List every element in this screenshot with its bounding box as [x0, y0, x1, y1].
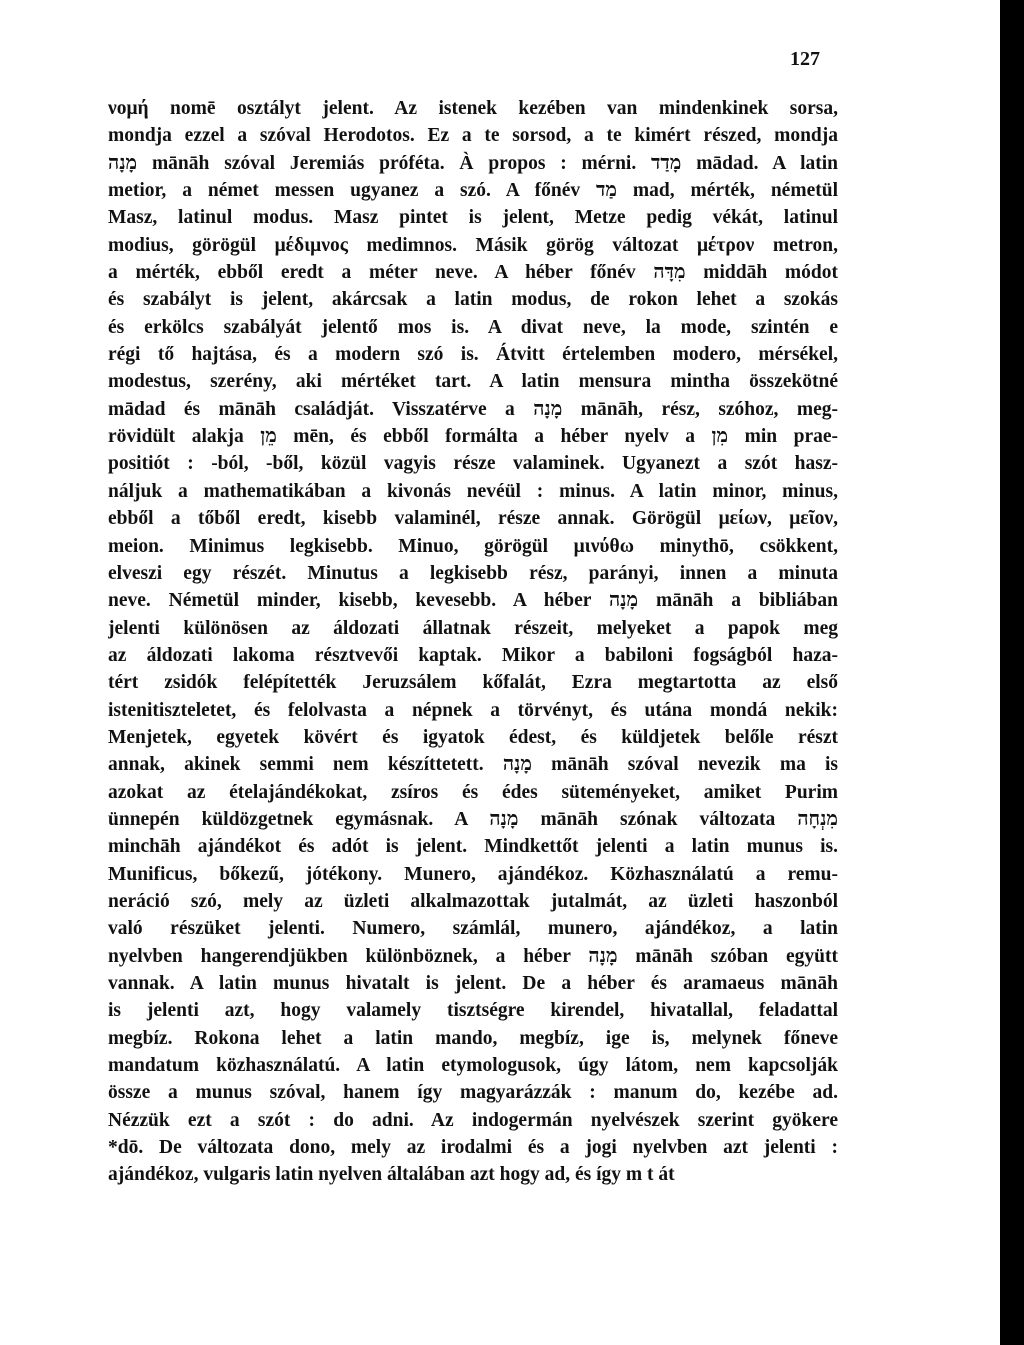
- text-line: jelenti különösen az áldozati állatnak részeit, melyeket a papok meg: [108, 617, 838, 639]
- text-line: és erkölcs szabályát jelentő mos is. A divat neve, la mode, szintén e: [108, 316, 838, 338]
- text-line: és szabályt is jelent, akárcsak a latin modus, de rokon lehet a szokás: [108, 289, 838, 311]
- text-line: modestus, szerény, aki mértéket tart. A latin mensura mintha összekötné: [108, 371, 838, 393]
- text-line: Nézzük ezt a szót : do adni. Az indogermán nyelvészek szerint gyökere: [108, 1109, 838, 1131]
- text-line: ajándékoz, vulgaris latin nyelven általában azt hogy ad, és így m t át: [108, 1164, 675, 1186]
- text-line: mandatum közhasználatú. A latin etymologusok, úgy látom, nem kapcsolják: [108, 1055, 838, 1077]
- body-text: [108, 95, 838, 1189]
- text-line: azokat az ételajándékokat, zsíros és édes süteményeket, amiket Purim: [108, 781, 838, 803]
- page-number: 127: [790, 48, 820, 70]
- text-line: vannak. A latin munus hivatalt is jelent. De a héber és aramaeus mānāh: [108, 973, 838, 994]
- text-line: régi tő hajtása, és a modern szó is. Átvitt értelemben modero, mérsékel,: [108, 344, 838, 366]
- text-line: positiót : -ból, -ből, közül vagyis része valaminek. Ugyanezt a szót hasz-: [108, 453, 838, 475]
- text-line: elveszi egy részét. Minutus a legkisebb rész, parányi, innen a minuta: [108, 562, 838, 584]
- text-line: istenitiszteletet, és felolvasta a népnek a törvényt, és utána mondá nekik:: [108, 699, 838, 721]
- text-line: is jelenti azt, hogy valamely tisztségre kirendel, hivatallal, feladattal: [108, 1000, 838, 1022]
- text-line: megbíz. Rokona lehet a latin mando, megbíz, ige is, melynek főneve: [108, 1027, 838, 1049]
- text-line: מָנָה mānāh szóval Jeremiás próféta. À propos : mérni. מָדַד mādad. A latin: [108, 152, 838, 174]
- text-line: a mérték, ebből eredt a méter neve. A héber főnév מִדָּה middāh módot: [108, 262, 838, 284]
- text-line: minchāh ajándékot és adót is jelent. Mindkettőt jelenti a latin munus is.: [108, 836, 838, 858]
- text-line: mādad és mānāh családját. Visszatérve a מָנָה mānāh, rész, szóhoz, meg-: [108, 398, 838, 420]
- text-line: *dō. De változata dono, mely az irodalmi és a jogi nyelvben azt jelenti :: [108, 1137, 838, 1159]
- text-line: rövidült alakja מֵן mēn, és ebből formálta a héber nyelv a מִן min prae-: [108, 426, 838, 448]
- text-line: Menjetek, egyetek kövért és igyatok édest, és küldjetek belőle részt: [108, 726, 838, 748]
- text-line: náljuk a mathematikában a kivonás nevéül : minus. A latin minor, minus,: [108, 480, 838, 502]
- text-line: annak, akinek semmi nem készíttetett. מָנָה mānāh szóval nevezik ma is: [108, 754, 838, 776]
- text-line: ebből a tőből eredt, kisebb valaminél, része annak. Görögül μείων, μεῖον,: [108, 508, 838, 530]
- text-line: nyelvben hangerendjükben különböznek, a héber מָנָה mānāh szóban együtt: [108, 945, 838, 967]
- text-line: mondja ezzel a szóval Herodotos. Ez a te sorsod, a te kimért részed, mondja: [108, 125, 838, 147]
- text-line: νομή nomē osztályt jelent. Az istenek kezében van mindenkinek sorsa,: [108, 98, 838, 119]
- text-line: tért zsidók felépítették Jeruzsálem kőfalát, Ezra megtartotta az első: [108, 672, 838, 694]
- text-line: neráció szó, mely az üzleti alkalmazottak jutalmát, az üzleti haszonból: [108, 890, 838, 912]
- text-line: modius, görögül μέδιμνος medimnos. Másik görög változat μέτρον metron,: [108, 234, 838, 256]
- text-line: meion. Minimus legkisebb. Minuo, görögül μινύθω minythō, csökkent,: [108, 535, 838, 557]
- text-line: neve. Németül minder, kisebb, kevesebb. A héber מָנָה mānāh a bibliában: [108, 590, 838, 612]
- text-line: Munificus, bőkezű, jótékony. Munero, ajándékoz. Közhasználatú a remu-: [108, 863, 838, 885]
- text-line: ünnepén küldözgetnek egymásnak. A מָנָה mānāh szónak változata מִנְחָה: [108, 808, 838, 830]
- text-line: való részüket jelenti. Numero, számlál, munero, ajándékoz, a latin: [108, 918, 838, 940]
- text-line: az áldozati lakoma résztvevői kaptak. Mikor a babiloni fogságból haza-: [108, 644, 838, 666]
- text-line: Masz, latinul modus. Masz pintet is jelent, Metze pedig vékát, latinul: [108, 207, 838, 229]
- text-line: metior, a német messen ugyanez a szó. A főnév מַד mad, mérték, németül: [108, 180, 838, 202]
- text-line: össze a munus szóval, hanem így magyarázzák : manum do, kezébe ad.: [108, 1082, 838, 1104]
